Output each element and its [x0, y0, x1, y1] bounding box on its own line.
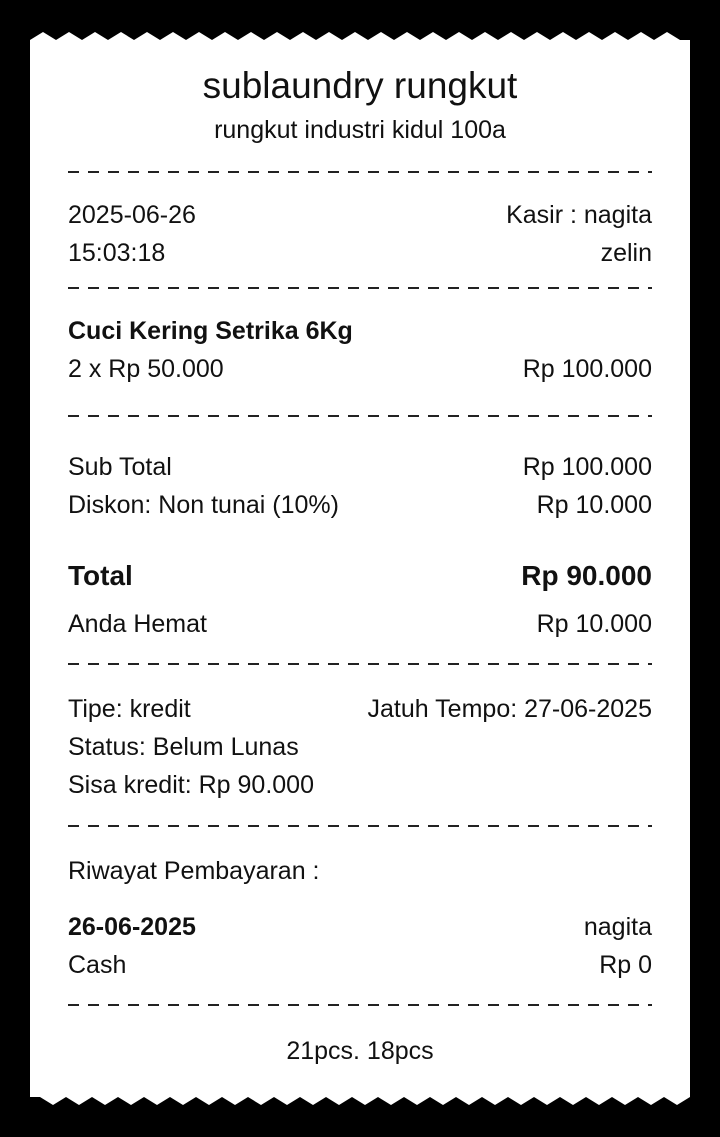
- credit-remaining: Sisa kredit: Rp 90.000: [68, 771, 314, 799]
- divider: [68, 825, 652, 827]
- payment-history-title: Riwayat Pembayaran :: [68, 857, 320, 885]
- cashier-label: Kasir : nagita: [506, 201, 652, 229]
- transaction-date: 2025-06-26: [68, 201, 196, 229]
- payment-method: Cash: [68, 951, 127, 979]
- footer-note: 21pcs. 18pcs: [286, 1037, 434, 1065]
- payment-entry-row: [68, 910, 652, 944]
- credit-status: Status: Belum Lunas: [68, 733, 299, 761]
- credit-type: Tipe: kredit: [68, 695, 191, 723]
- credit-remaining-row: [68, 768, 652, 802]
- receipt: [68, 0, 652, 1137]
- total-row: [68, 559, 652, 593]
- payment-cashier: nagita: [583, 913, 652, 941]
- total-value: Rp 90.000: [521, 560, 652, 591]
- divider: [68, 171, 652, 173]
- saving-value: Rp 10.000: [536, 610, 652, 638]
- customer-name: zelin: [600, 239, 652, 267]
- credit-due-date: Jatuh Tempo: 27-06-2025: [367, 695, 652, 723]
- store-name: sublaundry rungkut: [202, 65, 518, 106]
- divider: [68, 1004, 652, 1006]
- item-name-row: [68, 314, 652, 348]
- saving-label: Anda Hemat: [68, 610, 207, 638]
- item-amount: Rp 100.000: [522, 355, 652, 383]
- divider: [68, 415, 652, 417]
- divider: [68, 663, 652, 665]
- item-qty-price: 2 x Rp 50.000: [68, 355, 224, 383]
- subtotal-value: Rp 100.000: [522, 453, 652, 481]
- discount-label: Diskon: Non tunai (10%): [68, 491, 339, 519]
- transaction-time: 15:03:18: [68, 239, 166, 267]
- payment-date: 26-06-2025: [68, 913, 196, 941]
- subtotal-row: [68, 450, 652, 484]
- store-address: rungkut industri kidul 100a: [214, 116, 506, 144]
- item-name: Cuci Kering Setrika 6Kg: [68, 317, 353, 345]
- credit-status-row: [68, 730, 652, 764]
- item-price-row: [68, 352, 652, 386]
- payment-detail-row: [68, 948, 652, 982]
- total-label: Total: [68, 560, 133, 591]
- discount-value: Rp 10.000: [536, 491, 652, 519]
- divider: [68, 287, 652, 289]
- saving-row: [68, 607, 652, 641]
- payment-history-title-row: [68, 854, 652, 888]
- credit-type-row: [68, 692, 652, 726]
- discount-row: [68, 488, 652, 522]
- transaction-row-time: [68, 236, 652, 270]
- payment-amount: Rp 0: [599, 951, 652, 979]
- footer-row: [68, 1034, 652, 1068]
- transaction-row-date: [68, 198, 652, 232]
- subtotal-label: Sub Total: [68, 453, 172, 481]
